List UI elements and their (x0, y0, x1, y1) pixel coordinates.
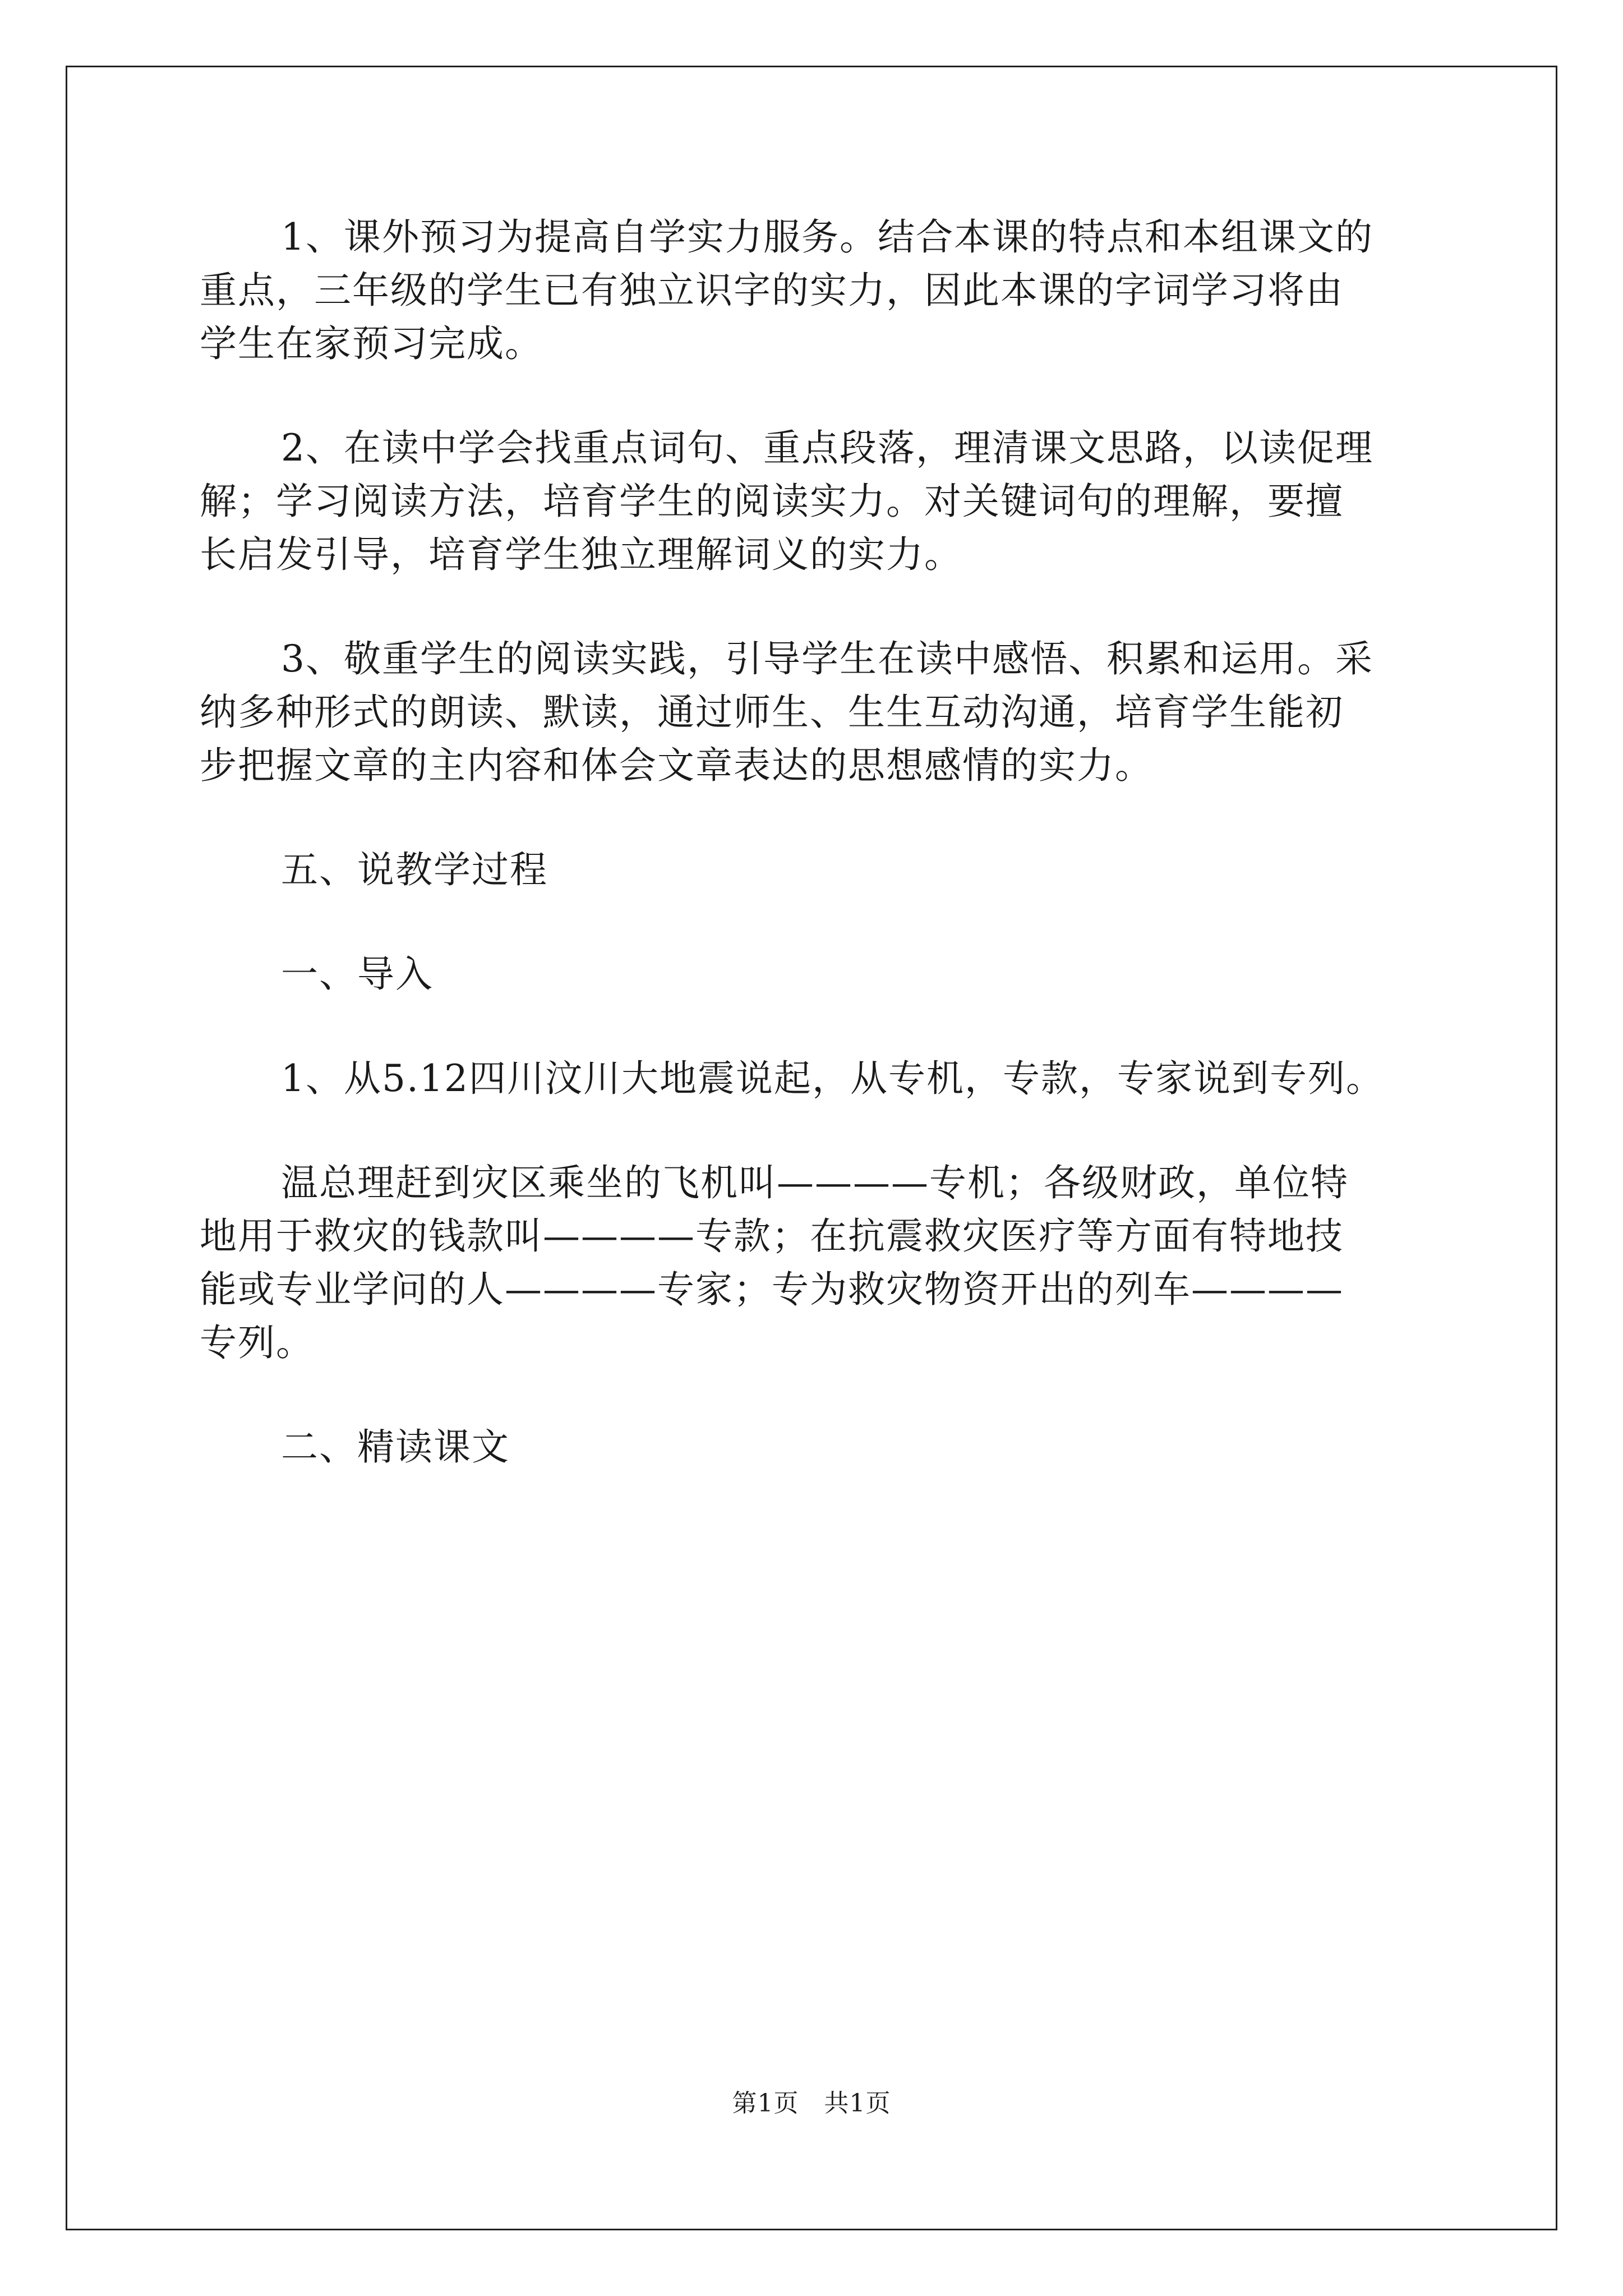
text-line: 能或专业学问的人————专家；专为救灾物资开出的列车———— (200, 1268, 1344, 1311)
text-line: 二、精读课文 (281, 1425, 510, 1469)
text-line: 一、导入 (281, 953, 434, 996)
paragraph (200, 1052, 1433, 1105)
text-line: 重点，三年级的学生已有独立识字的实力，因此本课的字词学习将由 (200, 269, 1344, 312)
text-line: 步把握文章的主内容和体会文章表达的思想感情的实力。 (200, 744, 1153, 787)
text-line: 3、敬重学生的阅读实践，引导学生在读中感悟、积累和运用。采 (281, 637, 1373, 680)
paragraph (200, 421, 1433, 581)
paragraph (200, 1156, 1433, 1369)
text-line: 2、在读中学会找重点词句、重点段落，理清课文思路，以读促理 (281, 426, 1373, 470)
text-line: 专列。 (200, 1321, 314, 1364)
section-heading (200, 843, 1433, 896)
text-line: 解；学习阅读方法，培育学生的阅读实力。对关键词句的理解，要擅 (200, 480, 1344, 523)
paragraph (200, 632, 1433, 792)
paragraph (200, 210, 1433, 370)
text-line: 地用于救灾的钱款叫————专款；在抗震救灾医疗等方面有特地技 (200, 1214, 1344, 1258)
page-footer: 第1页 共1页 (732, 2089, 891, 2118)
section-heading (200, 947, 1433, 1001)
text-line: 长启发引导，培育学生独立理解词义的实力。 (200, 533, 962, 576)
section-heading (200, 1420, 1433, 1474)
text-line: 五、说教学过程 (281, 848, 548, 891)
text-line: 纳多种形式的朗读、默读，通过师生、生生互动沟通，培育学生能初 (200, 691, 1344, 734)
text-line: 1、从5.12四川汶川大地震说起，从专机，专款，专家说到专列。 (281, 1057, 1384, 1100)
text-line: 1、课外预习为提高自学实力服务。结合本课的特点和本组课文的 (281, 215, 1373, 259)
document-body (200, 210, 1433, 1525)
text-line: 温总理赶到灾区乘坐的飞机叫————专机；各级财政，单位特 (281, 1161, 1349, 1204)
text-line: 学生在家预习完成。 (200, 322, 543, 365)
